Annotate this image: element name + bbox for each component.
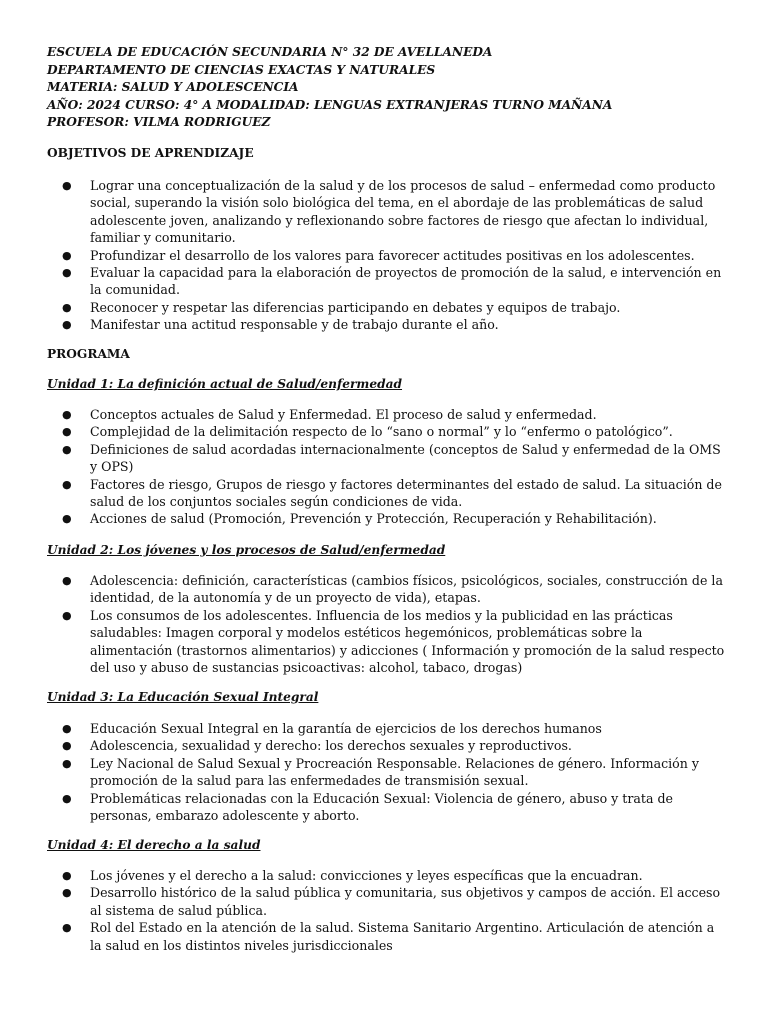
unit-4-list — [47, 867, 727, 954]
bullet-icon: ● — [62, 791, 72, 805]
bullet-icon: ● — [62, 477, 72, 491]
bullet-icon: ● — [62, 886, 72, 900]
list-item: ● Factores de riesgo, Grupos de riesgo y factores determinantes del estado de salud. La situación de salud de los conjuntos sociales según condiciones de vida. — [62, 476, 722, 510]
bullet-icon: ● — [62, 739, 72, 753]
unit-3-list — [47, 720, 727, 824]
list-item: ● Desarrollo histórico de la salud pública y comunitaria, sus objetivos y campos de acción. El acceso al sistema de salud pública. — [62, 885, 721, 918]
list-item: ● Definiciones de salud acordadas internacionalmente (conceptos de Salud y enfermedad de la OMS y OPS) — [62, 441, 721, 475]
school-name: ESCUELA DE EDUCACIÓN SECUNDARIA N° 32 DE AVELLANEDA — [47, 45, 493, 59]
program-heading: PROGRAMA — [47, 347, 130, 361]
unit-1-list — [47, 406, 727, 528]
course-info: AÑO: 2024 CURSO: 4° A MODALIDAD: LENGUAS EXTRANJERAS TURNO MAÑANA — [47, 97, 613, 112]
list-item: ● Los consumos de los adolescentes. Influencia de los medios y la publicidad en las prácticas saludables: Imagen corporal y modelos estéticos hegemónicos, problemáticas sobre la alimentación (trastornos alimentarios) y adicciones ( Información y promoción de la salud respecto del uso y abuso de sustancias psicoactivas: alcohol, tabaco, drogas) — [62, 607, 725, 676]
unit-2-list — [47, 572, 727, 676]
list-item: ● Problemáticas relacionadas con la Educación Sexual: Violencia de género, abuso y trata de personas, embarazo adolescente y aborto. — [62, 790, 673, 824]
unit-4-title: Unidad 4: El derecho a la salud — [47, 838, 261, 852]
teacher-name: PROFESOR: VILMA RODRIGUEZ — [47, 115, 271, 130]
list-item: ● Adolescencia, sexualidad y derecho: los derechos sexuales y reproductivos. — [62, 738, 572, 754]
bullet-icon: ● — [62, 248, 72, 262]
bullet-icon: ● — [62, 869, 72, 882]
list-item: ● Lograr una conceptualización de la salud y de los procesos de salud – enfermedad como producto social, superando la visión solo biológica del tema, en el abordaje de las problemáticas de salud adolescente joven, analizando y reflexionando sobre factores de riesgo que afectan lo individual, familiar y comunitario. — [62, 178, 716, 246]
unit-1-title: Unidad 1: La definición actual de Salud/enfermedad — [47, 377, 403, 391]
list-item: ● Evaluar la capacidad para la elaboración de proyectos de promoción de la salud, e intervención en la comunidad. — [62, 265, 722, 298]
bullet-icon: ● — [62, 442, 72, 456]
list-item: ● Profundizar el desarrollo de los valores para favorecer actitudes positivas en los adolescentes. — [62, 247, 695, 263]
list-item: ● Rol del Estado en la atención de la salud. Sistema Sanitario Argentino. Articulación de atención a la salud en los distintos niveles jurisdiccionales — [62, 920, 715, 953]
list-item: ● Los jóvenes y el derecho a la salud: convicciones y leyes específicas que la encuadran. — [62, 868, 643, 883]
bullet-icon: ● — [62, 512, 72, 526]
bullet-icon: ● — [62, 425, 72, 439]
objectives-heading: OBJETIVOS DE APRENDIZAJE — [47, 146, 254, 160]
bullet-icon: ● — [62, 722, 72, 735]
bullet-icon: ● — [62, 756, 72, 770]
list-item: ● Conceptos actuales de Salud y Enfermedad. El proceso de salud y enfermedad. — [62, 407, 597, 422]
list-item: ● Complejidad de la delimitación respecto de lo “sano o normal” y lo “enfermo o patológico”. — [62, 424, 673, 440]
objectives-list — [47, 177, 727, 334]
bullet-icon: ● — [62, 608, 72, 622]
list-item: ● Ley Nacional de Salud Sexual y Procreación Responsable. Relaciones de género. Información y promoción de la salud para las enfermedades de transmisión sexual. — [62, 755, 699, 789]
bullet-icon: ● — [62, 318, 72, 332]
document-header — [47, 44, 737, 132]
bullet-icon: ● — [62, 266, 72, 280]
list-item: ● Adolescencia: definición, características (cambios físicos, psicológicos, sociales, construcción de la identidad, de la autonomía y de un proyecto de vida), etapas. — [62, 573, 723, 606]
bullet-icon: ● — [62, 300, 72, 314]
list-item: ● Acciones de salud (Promoción, Prevención y Protección, Recuperación y Rehabilitación). — [62, 511, 657, 527]
bullet-icon: ● — [62, 179, 72, 192]
bullet-icon: ● — [62, 574, 72, 587]
unit-2-title: Unidad 2: Los jóvenes y los procesos de Salud/enfermedad — [47, 543, 446, 557]
bullet-icon: ● — [62, 408, 72, 421]
list-item: ● Manifestar una actitud responsable y de trabajo durante el año. — [62, 317, 499, 333]
list-item: ● Educación Sexual Integral en la garantía de ejercicios de los derechos humanos — [62, 721, 602, 736]
subject-name: MATERIA: SALUD Y ADOLESCENCIA — [47, 80, 299, 95]
bullet-icon: ● — [62, 921, 72, 935]
department-name: DEPARTAMENTO DE CIENCIAS EXACTAS Y NATURALES — [47, 62, 436, 77]
list-item: ● Reconocer y respetar las diferencias participando en debates y equipos de trabajo. — [62, 299, 621, 315]
unit-3-title: Unidad 3: La Educación Sexual Integral — [47, 690, 319, 704]
